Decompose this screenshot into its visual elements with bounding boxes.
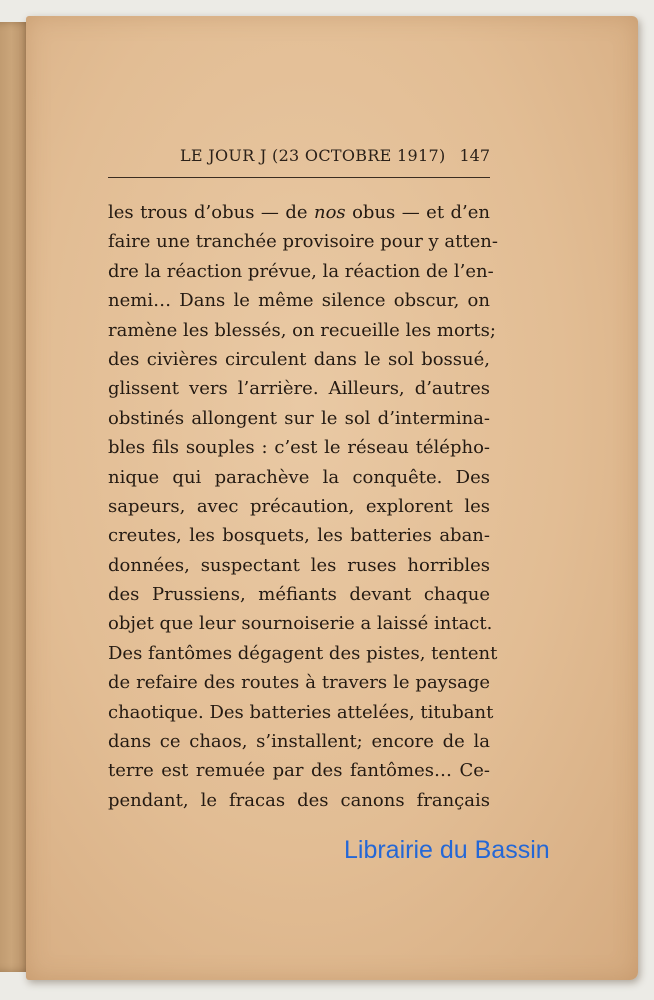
text-line: faire une tranchée provisoire pour y atten- xyxy=(108,231,498,253)
text-line: obstinés allongent sur le sol d’intermina- xyxy=(108,407,490,429)
text-line: les trous d’obus — de nos obus — et d’en xyxy=(108,202,490,223)
header-rule xyxy=(108,177,490,178)
text-line: pendant, le fracas des canons français xyxy=(108,789,490,811)
text-line: nique qui parachève la conquête. Des xyxy=(108,466,490,488)
text-line: bles fils souples : c’est le réseau télépho- xyxy=(108,437,490,459)
watermark: Librairie du Bassin xyxy=(344,836,550,864)
body-text xyxy=(108,198,498,815)
text-line: creutes, les bosquets, les batteries aban- xyxy=(108,525,490,547)
page-number: 147 xyxy=(459,146,490,165)
text-line: Des fantômes dégagent des pistes, tentent xyxy=(108,642,498,664)
running-title: LE JOUR J (23 OCTOBRE 1917) xyxy=(180,146,446,165)
text-line: chaotique. Des batteries attelées, titubant xyxy=(108,701,494,723)
text-line: ramène les blessés, on recueille les morts; xyxy=(108,319,496,341)
text-line: des civières circulent dans le sol bossué, xyxy=(108,348,490,370)
text-line: objet que leur sournoiserie a laissé intact. xyxy=(108,613,493,635)
text-line: sapeurs, avec précaution, explorent les xyxy=(108,495,490,517)
text-line: dre la réaction prévue, la réaction de l’en- xyxy=(108,260,494,282)
text-line: de refaire des routes à travers le paysage xyxy=(108,672,490,694)
text-line: données, suspectant les ruses horribles xyxy=(108,554,490,576)
text-line: des Prussiens, méfiants devant chaque xyxy=(108,584,490,606)
running-header xyxy=(108,146,488,170)
text-line: terre est remuée par des fantômes… Ce- xyxy=(108,760,490,782)
text-line: glissent vers l’arrière. Ailleurs, d’autres xyxy=(108,378,490,400)
text-line: dans ce chaos, s’installent; encore de la xyxy=(108,731,490,753)
text-line: nemi… Dans le même silence obscur, on xyxy=(108,290,490,312)
